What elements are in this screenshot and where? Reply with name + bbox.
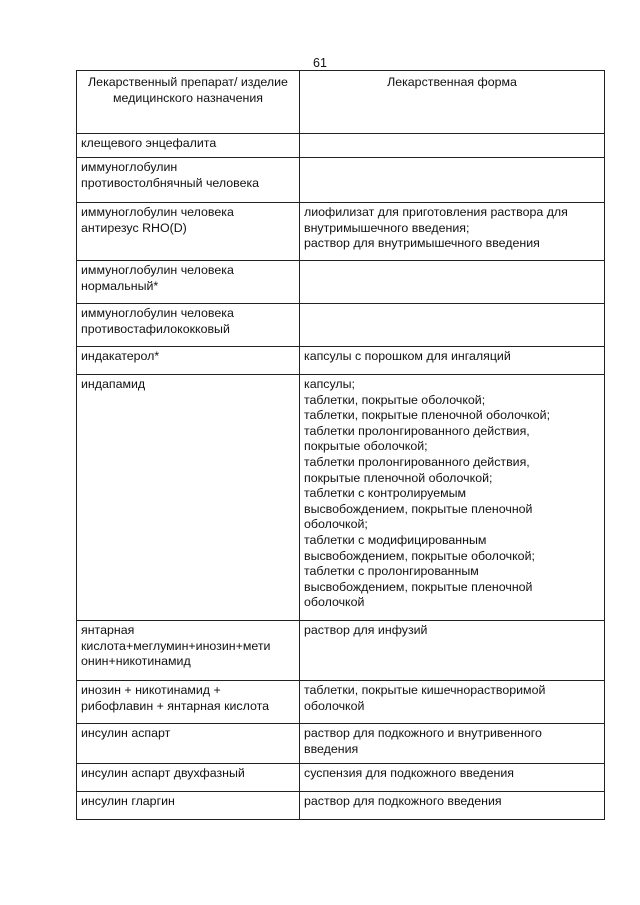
table-row: [77, 764, 605, 792]
form-cell: [300, 261, 605, 304]
form-cell: суспензия для подкожного введения: [300, 764, 605, 792]
drug-cell: иммуноглобулин человека противостафилококковый: [77, 304, 300, 347]
form-cell: раствор для инфузий: [300, 621, 605, 681]
drug-cell: иммуноглобулин человека антирезус RHO(D): [77, 203, 300, 261]
table-row: [77, 792, 605, 820]
drug-cell: янтарная кислота+меглумин+инозин+мети онин+никотинамид: [77, 621, 300, 681]
drug-cell: клещевого энцефалита: [77, 134, 300, 158]
form-cell: капсулы с порошком для ингаляций: [300, 347, 605, 375]
header-drug: Лекарственный препарат/ изделие медицинского назначения: [77, 71, 300, 134]
table-row: [77, 621, 605, 681]
table-row: [77, 134, 605, 158]
form-cell: раствор для подкожного и внутривенного введения: [300, 724, 605, 764]
header-form: Лекарственная форма: [300, 71, 605, 134]
table-row: [77, 375, 605, 621]
drug-cell: инсулин аспарт: [77, 724, 300, 764]
form-cell: капсулы; таблетки, покрытые оболочкой; таблетки, покрытые пленочной оболочкой; таблетки пролонгированного действия, покрытые оболочкой; таблетки пролонгированного действия, покрытые пленочной оболочкой; таблетки с контролируемым высвобождением, покрытые пленочной оболочкой; таблетки с модифицированным высвобождением, покрытые оболочкой; таблетки с пролонгированным высвобождением, покрытые пленочной оболочкой: [300, 375, 605, 621]
form-cell: раствор для подкожного введения: [300, 792, 605, 820]
form-cell: [300, 134, 605, 158]
drug-cell: инсулин гларгин: [77, 792, 300, 820]
table-header-row: [77, 71, 605, 134]
table-row: [77, 724, 605, 764]
page-number: 61: [313, 56, 327, 70]
table-row: [77, 261, 605, 304]
form-cell: [300, 304, 605, 347]
table-row: [77, 681, 605, 724]
drug-table: [76, 70, 605, 820]
table-row: [77, 304, 605, 347]
table-row: [77, 347, 605, 375]
drug-cell: инозин + никотинамид + рибофлавин + янтарная кислота: [77, 681, 300, 724]
table-row: [77, 158, 605, 203]
form-cell: [300, 158, 605, 203]
drug-cell: иммуноглобулин противостолбнячный человека: [77, 158, 300, 203]
form-cell: таблетки, покрытые кишечнорастворимой оболочкой: [300, 681, 605, 724]
form-cell: лиофилизат для приготовления раствора для внутримышечного введения; раствор для внутримышечного введения: [300, 203, 605, 261]
drug-cell: инсулин аспарт двухфазный: [77, 764, 300, 792]
drug-cell: иммуноглобулин человека нормальный*: [77, 261, 300, 304]
drug-cell: индакатерол*: [77, 347, 300, 375]
drug-cell: индапамид: [77, 375, 300, 621]
table-row: [77, 203, 605, 261]
